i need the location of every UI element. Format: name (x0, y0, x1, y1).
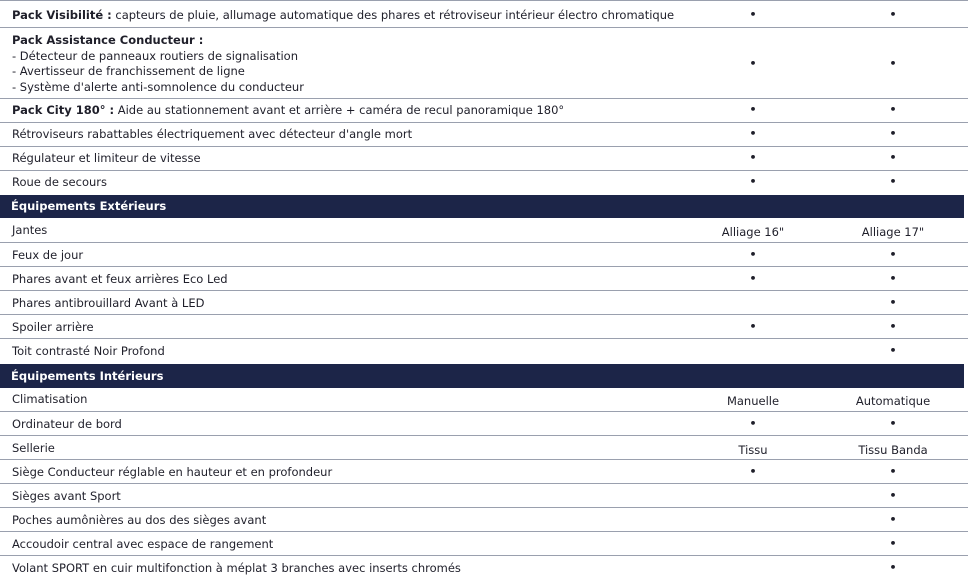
cell-version-2: • (889, 57, 897, 70)
cell-version-1: • (749, 320, 757, 333)
table-row (0, 460, 968, 484)
row-label: Rétroviseurs rabattables électriquement avec détecteur d'angle mort (12, 127, 413, 141)
cell-version-2: • (889, 175, 897, 188)
table-row (0, 147, 968, 171)
table-row (0, 267, 968, 291)
cell-version-2: • (889, 248, 897, 261)
row-label: Climatisation (12, 392, 88, 406)
row-label (12, 33, 304, 95)
cell-version-1: Tissu (738, 443, 768, 457)
table-row (0, 484, 968, 508)
section-title: Équipements Extérieurs (11, 199, 167, 213)
section-header-interieur (0, 364, 964, 388)
table-row (0, 315, 968, 339)
section-title: Équipements Intérieurs (11, 369, 164, 383)
cell-version-1: • (749, 151, 757, 164)
table-row (0, 556, 968, 577)
row-label-line: - Avertisseur de franchissement de ligne (12, 64, 245, 78)
cell-version-2: • (889, 8, 897, 21)
row-label-bold: Pack City 180° : (12, 103, 115, 117)
row-label-line: - Système d'alerte anti-somnolence du conducteur (12, 79, 304, 94)
row-label: Siège Conducteur réglable en hauteur et en profondeur (12, 465, 333, 479)
table-row (0, 508, 968, 532)
table-row (0, 436, 968, 460)
cell-version-1: Manuelle (726, 394, 780, 408)
cell-version-1: • (749, 417, 757, 430)
row-label: Poches aumônières au dos des sièges avant (12, 513, 267, 527)
row-label-bold: Pack Visibilité : (12, 8, 112, 22)
table-row (0, 532, 968, 556)
cell-version-2: • (889, 417, 897, 430)
cell-version-2: • (889, 296, 897, 309)
cell-version-2: Alliage 17" (861, 225, 925, 239)
row-label: Sièges avant Sport (12, 489, 121, 503)
table-row (0, 243, 968, 267)
row-label-line: - Détecteur de panneaux routiers de signalisation (12, 48, 298, 63)
cell-version-2: • (889, 561, 897, 574)
row-label: Ordinateur de bord (12, 417, 122, 431)
row-label: Sellerie (12, 441, 55, 455)
cell-version-1: • (749, 248, 757, 261)
cell-version-2: • (889, 103, 897, 116)
row-label: Roue de secours (12, 175, 107, 189)
cell-version-1: • (749, 8, 757, 21)
row-label-text: Aide au stationnement avant et arrière + caméra de recul panoramique 180° (114, 103, 565, 117)
cell-version-2: • (889, 465, 897, 478)
row-label: Phares antibrouillard Avant à LED (12, 296, 205, 310)
row-label (12, 8, 674, 24)
row-label (12, 103, 564, 119)
table-row (0, 291, 968, 315)
row-label: Toit contrasté Noir Profond (12, 344, 165, 358)
cell-version-2: • (889, 127, 897, 140)
cell-version-2: • (889, 537, 897, 550)
table-row (0, 171, 968, 195)
cell-version-1: • (749, 175, 757, 188)
cell-version-2: Tissu Banda (858, 443, 928, 457)
cell-version-2: • (889, 344, 897, 357)
cell-version-2: • (889, 513, 897, 526)
section-header-exterieur (0, 195, 964, 218)
cell-version-1: • (749, 465, 757, 478)
table-row (0, 412, 968, 436)
table-row-pack-city (0, 99, 968, 123)
row-label: Jantes (12, 223, 48, 237)
table-row (0, 339, 968, 364)
table-row (0, 388, 968, 412)
table-row (0, 218, 968, 243)
cell-version-1: • (749, 272, 757, 285)
row-label: Spoiler arrière (12, 320, 94, 334)
row-label: Volant SPORT en cuir multifonction à méplat 3 branches avec inserts chromés (12, 561, 461, 575)
table-row-pack-visibilite (0, 0, 968, 28)
row-label: Phares avant et feux arrières Eco Led (12, 272, 228, 286)
cell-version-2: • (889, 489, 897, 502)
cell-version-1: • (749, 57, 757, 70)
row-label-text: capteurs de pluie, allumage automatique des phares et rétroviseur intérieur électro chromatique (111, 8, 675, 22)
cell-version-2: Automatique (855, 394, 931, 408)
table-row-pack-assistance (0, 28, 968, 99)
row-label: Régulateur et limiteur de vitesse (12, 151, 201, 165)
cell-version-2: • (889, 320, 897, 333)
cell-version-1: • (749, 127, 757, 140)
row-label-bold: Pack Assistance Conducteur : (12, 33, 204, 47)
table-row (0, 123, 968, 147)
row-label: Feux de jour (12, 248, 84, 262)
cell-version-1: Alliage 16" (721, 225, 785, 239)
cell-version-1: • (749, 103, 757, 116)
row-label: Accoudoir central avec espace de rangement (12, 537, 274, 551)
cell-version-2: • (889, 272, 897, 285)
cell-version-2: • (889, 151, 897, 164)
